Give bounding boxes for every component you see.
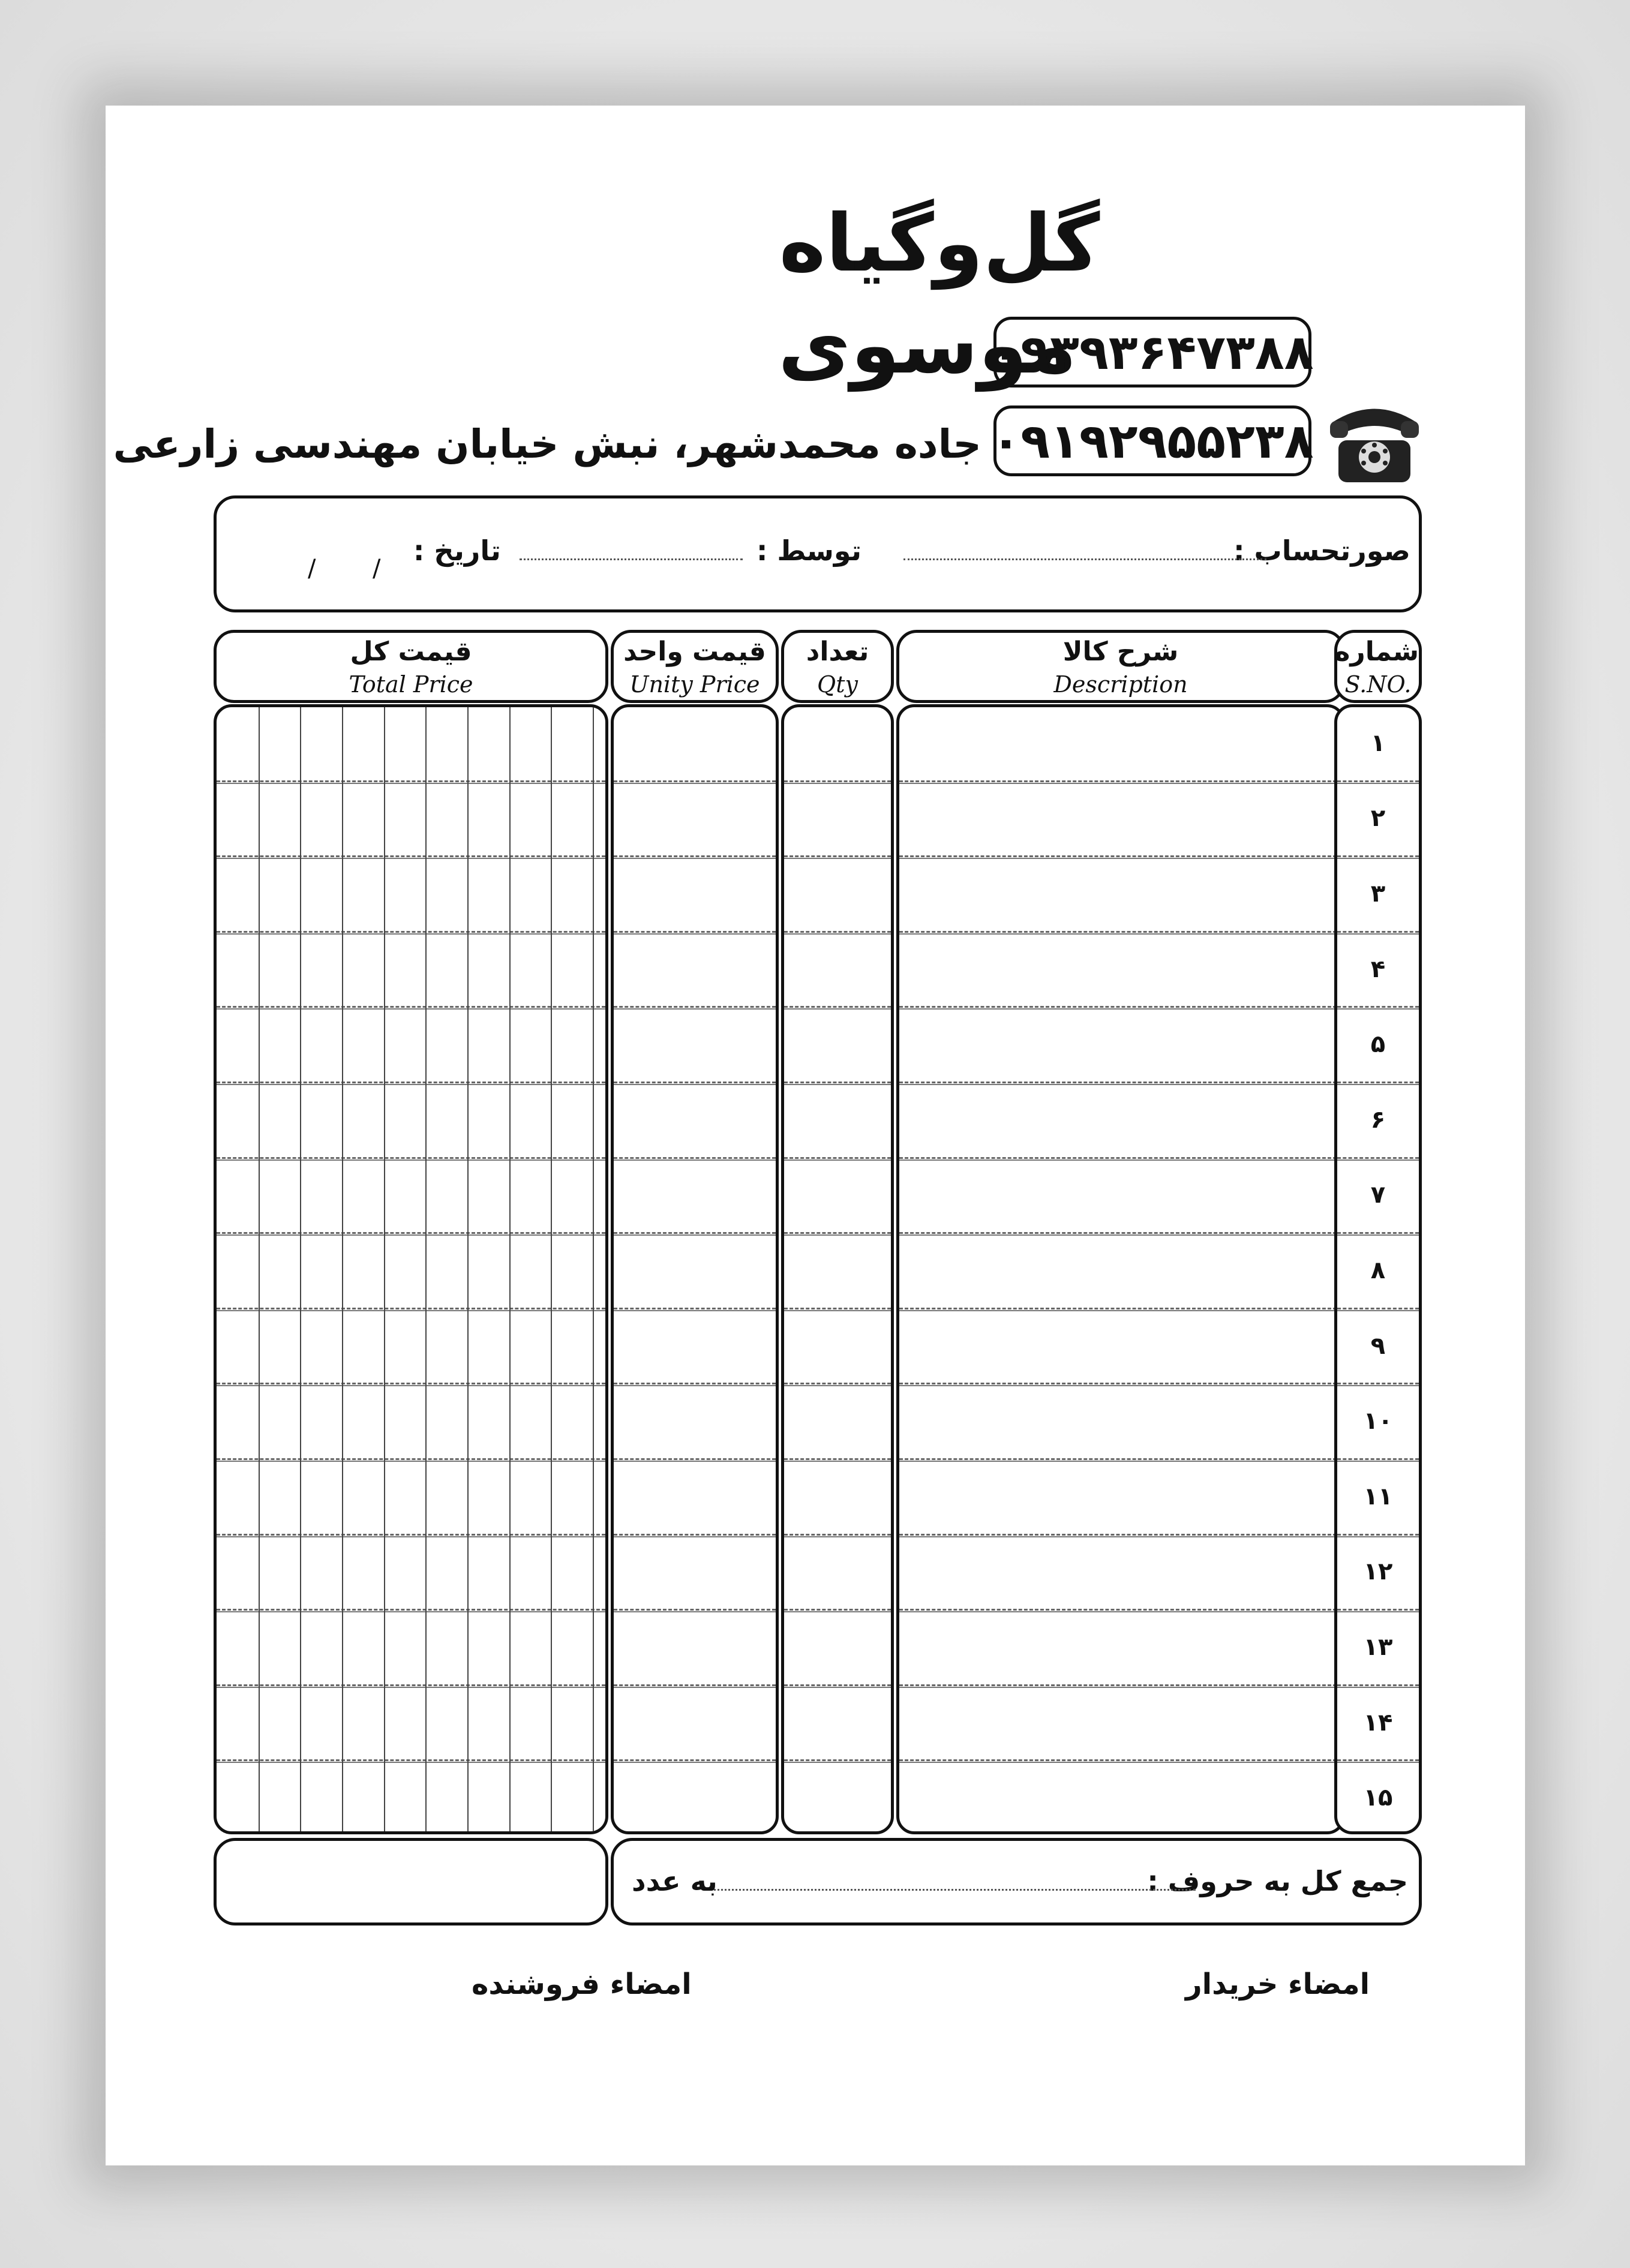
row-divider — [614, 780, 776, 782]
account-label: صورتحساب : — [1233, 534, 1410, 567]
header-unit-price — [611, 630, 779, 703]
row-divider — [1337, 1159, 1419, 1161]
grand-total-words-box — [611, 1838, 1422, 1925]
row-divider — [614, 1084, 776, 1085]
seller-signature-label: امضاء فروشنده — [472, 1967, 692, 2001]
row-divider — [614, 1383, 776, 1384]
header-description-fa: شرح کالا — [1062, 636, 1179, 667]
header-description — [896, 630, 1345, 703]
row-divider — [784, 1536, 891, 1537]
row-divider — [614, 1008, 776, 1010]
by-label: توسط : — [757, 534, 862, 567]
row-divider — [217, 780, 605, 782]
row-divider — [899, 1157, 1342, 1159]
buyer-signature-label: امضاء خریدار — [1185, 1967, 1370, 2001]
row-divider — [784, 1759, 891, 1761]
row-divider — [784, 1308, 891, 1309]
header-qty — [781, 630, 894, 703]
row-divider — [784, 1006, 891, 1008]
row-divider — [784, 1159, 891, 1161]
header-total-price-en: Total Price — [349, 671, 473, 698]
date-separator: / — [308, 555, 316, 582]
row-divider — [1337, 1759, 1419, 1761]
row-divider — [1337, 855, 1419, 857]
row-number: ۱ — [1370, 729, 1386, 757]
row-divider — [1337, 1687, 1419, 1688]
row-divider — [899, 1461, 1342, 1462]
row-divider — [614, 1385, 776, 1386]
row-divider — [899, 1759, 1342, 1761]
row-divider — [899, 1684, 1342, 1686]
row-number: ۶ — [1370, 1106, 1386, 1134]
row-divider — [614, 1536, 776, 1537]
shop-name-line1: گل‌وگیاه — [779, 197, 1100, 290]
row-divider — [1337, 1609, 1419, 1611]
row-divider — [217, 855, 605, 857]
phone-number-2: ۰۹۱۹۲۹۵۵۲۳۸ — [993, 405, 1311, 476]
row-divider — [217, 931, 605, 933]
grand-total-digits-box[interactable] — [214, 1838, 608, 1925]
by-field-line[interactable] — [520, 558, 743, 560]
row-divider — [614, 1762, 776, 1763]
row-divider — [784, 1687, 891, 1688]
row-divider — [899, 1082, 1342, 1083]
row-divider — [1337, 1008, 1419, 1010]
telephone-icon — [1326, 398, 1422, 488]
row-divider — [899, 1762, 1342, 1763]
row-divider — [899, 1536, 1342, 1537]
row-divider — [217, 1308, 605, 1309]
row-number: ۱۱ — [1363, 1483, 1393, 1510]
row-divider — [1337, 783, 1419, 784]
header-unit-price-en: Unity Price — [629, 671, 760, 698]
header-total-price — [214, 630, 608, 703]
row-divider — [217, 1232, 605, 1234]
row-divider — [899, 1310, 1342, 1311]
row-number: ۱۲ — [1363, 1558, 1393, 1585]
row-divider — [784, 1310, 891, 1311]
row-number: ۹ — [1370, 1332, 1386, 1360]
row-divider — [614, 1534, 776, 1536]
row-divider — [1337, 1006, 1419, 1008]
row-number: ۴ — [1370, 956, 1386, 983]
row-divider — [784, 1684, 891, 1686]
row-divider — [1337, 780, 1419, 782]
row-divider — [1337, 1234, 1419, 1236]
digit-column-divider — [551, 707, 552, 1831]
row-divider — [1337, 1310, 1419, 1311]
row-divider — [217, 1536, 605, 1537]
row-divider — [217, 783, 605, 784]
row-divider — [784, 1008, 891, 1010]
row-divider — [784, 1232, 891, 1234]
row-divider — [784, 780, 891, 782]
row-number: ۱۴ — [1363, 1709, 1393, 1737]
row-number: ۵ — [1370, 1031, 1386, 1058]
row-divider — [1337, 931, 1419, 933]
column-description[interactable] — [896, 704, 1345, 1834]
row-divider — [614, 1310, 776, 1311]
row-divider — [899, 933, 1342, 935]
date-separator: / — [373, 555, 381, 582]
column-sno — [1334, 704, 1422, 1834]
date-label: تاریخ : — [413, 534, 501, 567]
row-number: ۲ — [1370, 804, 1386, 832]
digit-column-divider — [593, 707, 594, 1831]
row-divider — [217, 1385, 605, 1386]
row-divider — [899, 783, 1342, 784]
row-divider — [784, 1234, 891, 1236]
header-description-en: Description — [1053, 671, 1188, 698]
row-divider — [784, 858, 891, 859]
row-divider — [899, 1458, 1342, 1460]
row-divider — [614, 1461, 776, 1462]
row-divider — [899, 1159, 1342, 1161]
row-divider — [217, 1762, 605, 1763]
row-divider — [899, 931, 1342, 933]
header-qty-en: Qty — [817, 671, 858, 698]
row-divider — [784, 1157, 891, 1159]
row-divider — [1337, 933, 1419, 935]
row-divider — [899, 1609, 1342, 1611]
row-divider — [614, 1687, 776, 1688]
row-divider — [784, 1762, 891, 1763]
row-number: ۷ — [1370, 1181, 1386, 1209]
row-divider — [1337, 1232, 1419, 1234]
row-divider — [784, 1611, 891, 1612]
column-qty[interactable] — [781, 704, 894, 1834]
row-divider — [614, 1458, 776, 1460]
row-divider — [899, 1232, 1342, 1234]
row-divider — [1337, 1084, 1419, 1085]
row-divider — [1337, 1534, 1419, 1536]
digit-column-divider — [300, 707, 301, 1831]
row-divider — [899, 1084, 1342, 1085]
row-divider — [899, 855, 1342, 857]
row-divider — [614, 783, 776, 784]
row-divider — [1337, 1461, 1419, 1462]
row-divider — [614, 933, 776, 935]
row-divider — [1337, 1383, 1419, 1384]
row-divider — [614, 858, 776, 859]
row-divider — [784, 855, 891, 857]
row-divider — [784, 783, 891, 784]
row-divider — [899, 1383, 1342, 1384]
row-divider — [899, 1006, 1342, 1008]
phone-number-1: ۰۹۳۹۳۶۴۷۳۸۸ — [993, 317, 1311, 387]
row-divider — [784, 1383, 891, 1384]
row-divider — [784, 1458, 891, 1460]
row-divider — [899, 1308, 1342, 1309]
row-divider — [784, 1534, 891, 1536]
total-in-digits-label: به عدد — [632, 1865, 718, 1897]
row-divider — [784, 1609, 891, 1611]
row-divider — [1337, 1762, 1419, 1763]
row-divider — [784, 931, 891, 933]
row-divider — [784, 1082, 891, 1083]
total-in-words-line[interactable] — [710, 1889, 1196, 1891]
row-divider — [217, 1310, 605, 1311]
row-divider — [1337, 1385, 1419, 1386]
header-unit-price-fa: قیمت واحد — [623, 636, 766, 667]
row-number: ۱۵ — [1363, 1784, 1393, 1812]
row-divider — [217, 1687, 605, 1688]
row-divider — [899, 1234, 1342, 1236]
row-divider — [614, 1609, 776, 1611]
invoice-info-box — [214, 495, 1422, 612]
digit-column-divider — [259, 707, 260, 1831]
row-divider — [899, 1008, 1342, 1010]
row-number: ۸ — [1370, 1257, 1386, 1284]
account-field-line[interactable] — [903, 558, 1266, 560]
row-divider — [614, 855, 776, 857]
shop-address: جاده محمدشهر، نبش خیابان مهندسی زارعی — [113, 421, 981, 467]
digit-column-divider — [342, 707, 343, 1831]
header-sno — [1334, 630, 1422, 703]
row-divider — [217, 1458, 605, 1460]
row-divider — [1337, 1082, 1419, 1083]
row-divider — [614, 1006, 776, 1008]
row-divider — [1337, 1536, 1419, 1537]
row-divider — [614, 1232, 776, 1234]
row-divider — [217, 1759, 605, 1761]
row-divider — [614, 1308, 776, 1309]
row-divider — [1337, 1157, 1419, 1159]
header-qty-fa: تعداد — [806, 636, 869, 667]
row-divider — [1337, 1458, 1419, 1460]
shop-name-line2: موسوی — [778, 299, 1077, 392]
row-divider — [217, 1234, 605, 1236]
total-in-words-label: جمع کل به حروف : — [1147, 1865, 1408, 1897]
header-sno-fa: شماره — [1334, 636, 1419, 667]
row-divider — [614, 1684, 776, 1686]
row-divider — [899, 780, 1342, 782]
row-divider — [217, 1611, 605, 1612]
row-divider — [217, 1082, 605, 1083]
row-divider — [217, 1534, 605, 1536]
row-divider — [784, 1084, 891, 1085]
row-divider — [614, 1157, 776, 1159]
digit-column-divider — [509, 707, 511, 1831]
row-divider — [217, 858, 605, 859]
row-divider — [217, 1084, 605, 1085]
row-divider — [1337, 1611, 1419, 1612]
row-divider — [784, 1461, 891, 1462]
invoice-sheet — [106, 106, 1525, 2165]
row-divider — [899, 1534, 1342, 1536]
row-divider — [784, 933, 891, 935]
row-divider — [899, 1687, 1342, 1688]
row-divider — [614, 1234, 776, 1236]
header-sno-en: S.NO. — [1344, 671, 1412, 698]
header-total-price-fa: قیمت کل — [350, 636, 472, 667]
row-divider — [217, 1609, 605, 1611]
row-divider — [614, 1159, 776, 1161]
row-divider — [217, 1159, 605, 1161]
row-divider — [899, 1385, 1342, 1386]
row-divider — [217, 1383, 605, 1384]
row-divider — [217, 1006, 605, 1008]
row-divider — [614, 1082, 776, 1083]
column-total-price[interactable] — [214, 704, 608, 1834]
row-divider — [217, 1008, 605, 1010]
row-divider — [614, 1611, 776, 1612]
row-number: ۱۳ — [1363, 1633, 1393, 1661]
row-divider — [1337, 858, 1419, 859]
row-divider — [1337, 1308, 1419, 1309]
row-divider — [217, 1684, 605, 1686]
row-number: ۱۰ — [1363, 1407, 1393, 1435]
row-divider — [217, 1157, 605, 1159]
row-divider — [614, 931, 776, 933]
row-divider — [1337, 1684, 1419, 1686]
row-divider — [217, 933, 605, 935]
row-divider — [217, 1461, 605, 1462]
row-number: ۳ — [1370, 880, 1386, 908]
digit-column-divider — [467, 707, 469, 1831]
row-divider — [614, 1759, 776, 1761]
row-divider — [784, 1385, 891, 1386]
digit-column-divider — [384, 707, 385, 1831]
column-unit-price[interactable] — [611, 704, 779, 1834]
digit-column-divider — [425, 707, 427, 1831]
row-divider — [899, 1611, 1342, 1612]
row-divider — [899, 858, 1342, 859]
